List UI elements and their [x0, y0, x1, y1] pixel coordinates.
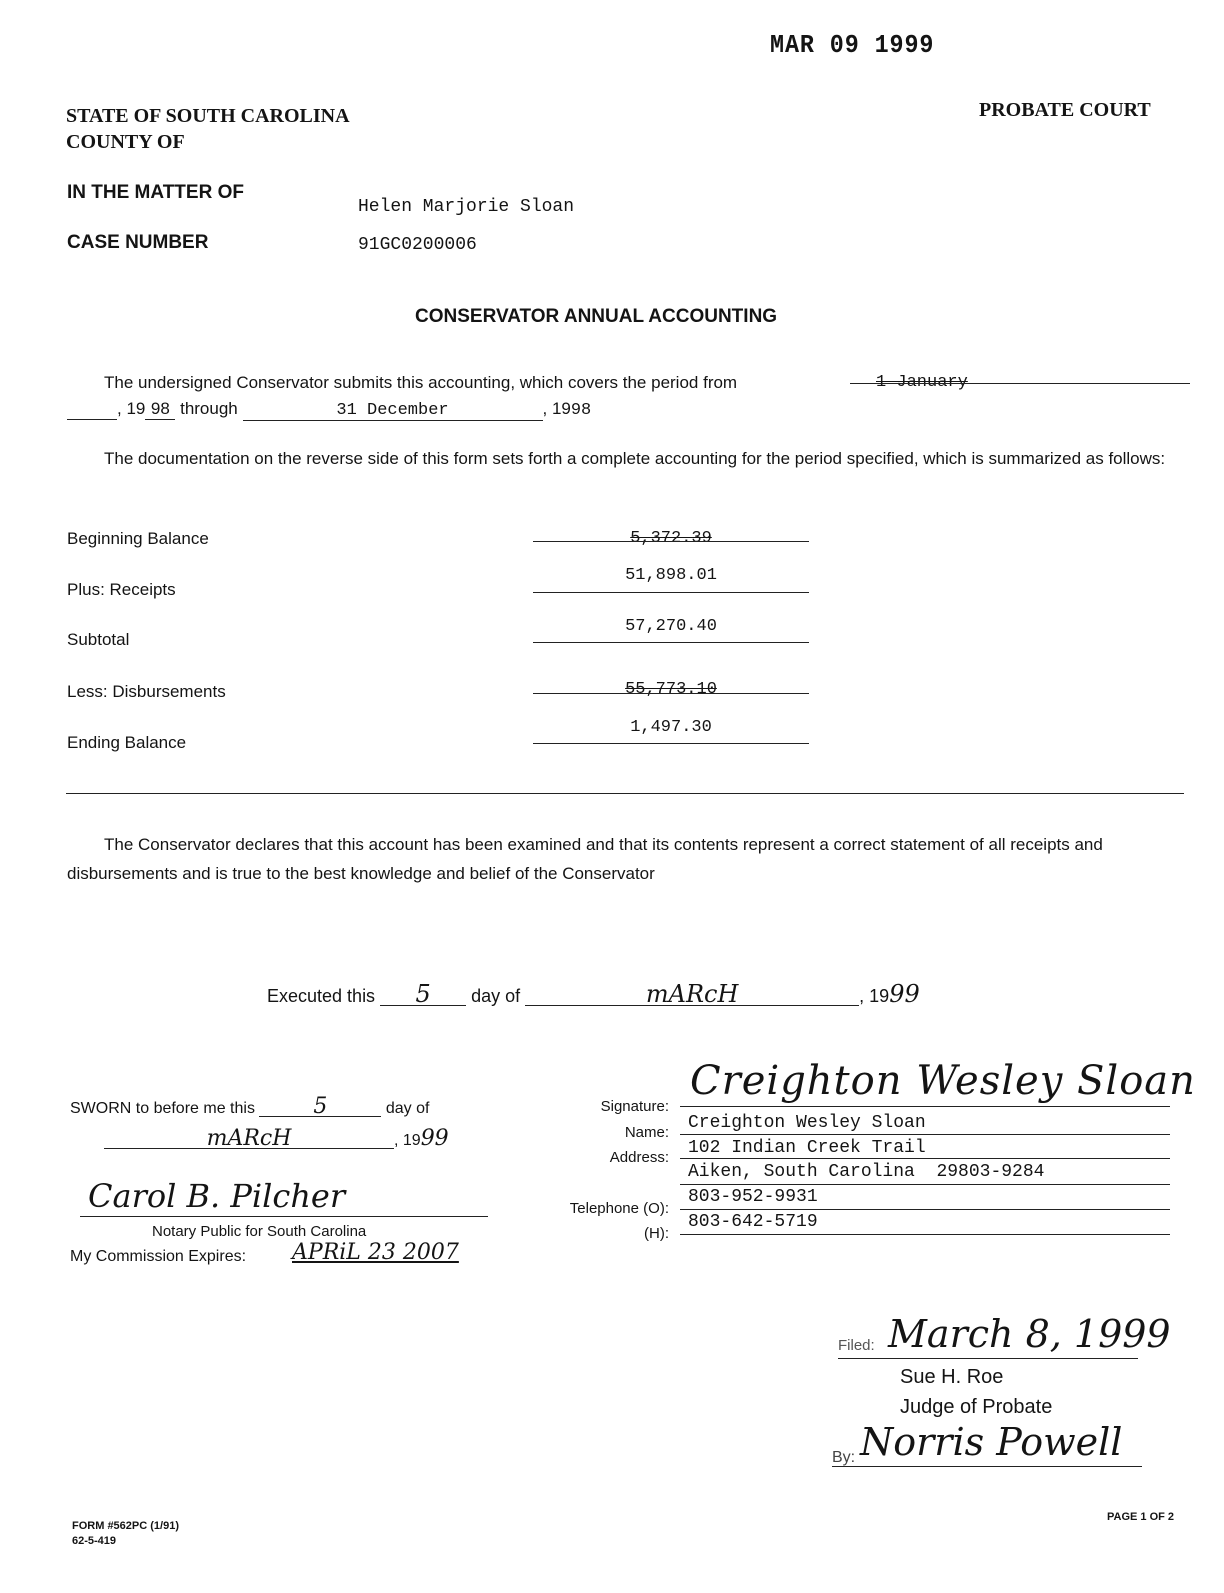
address-line-2: Aiken, South Carolina 29803-9284 — [688, 1162, 1045, 1182]
sworn-day-of: day of — [385, 1100, 430, 1117]
deputy-signature: Norris Powell — [860, 1420, 1123, 1464]
executed-year: 99 — [889, 980, 920, 1008]
name-label: Name: — [624, 1124, 669, 1141]
executed-day: 5 — [380, 983, 466, 1006]
ending-balance-label: Ending Balance — [67, 733, 187, 752]
receipts-value: 51,898.01 — [625, 566, 717, 585]
signature-line — [680, 1106, 1170, 1107]
telephone-office-value: 803-952-9931 — [688, 1187, 818, 1207]
sworn-day: 5 — [259, 1098, 381, 1117]
telephone-office-line — [680, 1209, 1170, 1210]
commission-label: My Commission Expires: — [70, 1248, 247, 1265]
period-through: through — [180, 399, 238, 418]
sworn-prefix: SWORN to before me this — [70, 1100, 255, 1117]
filed-date-line — [838, 1358, 1138, 1359]
deputy-signature-line — [832, 1466, 1142, 1467]
beginning-balance-label: Beginning Balance — [67, 529, 209, 548]
period-from-blank — [67, 399, 117, 420]
executed-year-prefix: , 19 — [859, 986, 890, 1006]
commission-value: APRiL 23 2007 — [292, 1240, 459, 1265]
sworn-line-two — [104, 1126, 449, 1151]
county-heading: COUNTY OF — [66, 131, 185, 153]
beginning-balance-value: 5,372.39 — [630, 529, 712, 548]
notary-signature-line — [80, 1216, 488, 1217]
page-number: PAGE 1 OF 2 — [1107, 1511, 1175, 1523]
period-intro: The undersigned Conservator submits this accounting, which covers the period from — [104, 373, 738, 392]
executed-line — [267, 980, 920, 1008]
section-divider — [66, 793, 1184, 794]
address-line-1-rule — [680, 1158, 1170, 1159]
disbursements-label: Less: Disbursements — [67, 682, 226, 701]
sworn-year: 99 — [420, 1126, 449, 1151]
period-year-prefix-2: , 19 — [542, 399, 571, 418]
name-line — [680, 1134, 1170, 1135]
period-from-year: 98 — [145, 399, 175, 420]
case-number-label: CASE NUMBER — [67, 232, 209, 253]
address-line-1: 102 Indian Creek Trail — [688, 1138, 926, 1158]
judge-name: Sue H. Roe — [900, 1366, 1004, 1388]
subtotal-label: Subtotal — [67, 630, 130, 649]
period-to-day: 31 December — [243, 401, 543, 421]
executed-day-of: day of — [471, 986, 521, 1006]
ending-balance-line — [533, 743, 809, 744]
sworn-line — [70, 1094, 430, 1119]
notary-signature: Carol B. Pilcher — [88, 1177, 346, 1215]
notary-label: Notary Public for South Carolina — [152, 1223, 367, 1240]
period-year-prefix-1: , 19 — [117, 399, 146, 418]
received-stamp: MAR 09 1999 — [770, 30, 935, 60]
telephone-home-line — [680, 1234, 1170, 1235]
executed-month: mARcH — [525, 983, 859, 1006]
case-number-value: 91GC0200006 — [358, 235, 477, 255]
sworn-year-prefix: , 19 — [394, 1132, 421, 1149]
filed-label: Filed: — [838, 1337, 875, 1354]
address-line-2-rule — [680, 1184, 1170, 1185]
court-heading: PROBATE COURT — [979, 99, 1151, 121]
telephone-office-label: Telephone (O): — [569, 1200, 669, 1217]
telephone-home-label: (H): — [644, 1225, 669, 1242]
subtotal-line — [533, 642, 809, 643]
filed-date: March 8, 1999 — [888, 1312, 1171, 1356]
name-value: Creighton Wesley Sloan — [688, 1113, 926, 1133]
subtotal-value: 57,270.40 — [625, 617, 717, 636]
declaration-text: The Conservator declares that this account has been examined and that its contents represent a correct statement of all receipts and disbursements and is true to the best knowledge and belief of the Conservator — [67, 835, 1103, 883]
documentation-text: The documentation on the reverse side of this form sets forth a complete accounting for the period specified, which is summarized as follows: — [104, 449, 1166, 468]
telephone-home-value: 803-642-5719 — [688, 1212, 818, 1232]
conservator-signature: Creighton Wesley Sloan — [690, 1058, 1196, 1104]
state-heading: STATE OF SOUTH CAROLINA — [66, 105, 350, 127]
period-from-day: 1 January — [876, 373, 968, 392]
ending-balance-value: 1,497.30 — [630, 718, 712, 737]
form-code: 62-5-419 — [72, 1535, 117, 1547]
signature-label: Signature: — [600, 1098, 669, 1115]
by-label: By: — [832, 1449, 856, 1466]
judge-title: Judge of Probate — [900, 1396, 1053, 1418]
matter-label: IN THE MATTER OF — [67, 182, 244, 203]
disbursements-value: 55,773.10 — [625, 680, 717, 699]
executed-prefix: Executed this — [267, 986, 376, 1006]
receipts-label: Plus: Receipts — [67, 580, 176, 599]
period-to-year: 98 — [570, 401, 592, 420]
address-label: Address: — [609, 1149, 669, 1166]
form-title: CONSERVATOR ANNUAL ACCOUNTING — [415, 306, 778, 327]
period-text — [104, 373, 737, 393]
disbursements-line — [533, 693, 809, 694]
matter-value: Helen Marjorie Sloan — [358, 197, 575, 217]
sworn-month: mARcH — [104, 1130, 394, 1149]
period-line-two — [67, 399, 591, 421]
receipts-line — [533, 592, 809, 593]
beginning-balance-line — [533, 541, 809, 542]
form-number: FORM #562PC (1/91) — [72, 1520, 179, 1532]
period-from-line — [850, 383, 1190, 384]
